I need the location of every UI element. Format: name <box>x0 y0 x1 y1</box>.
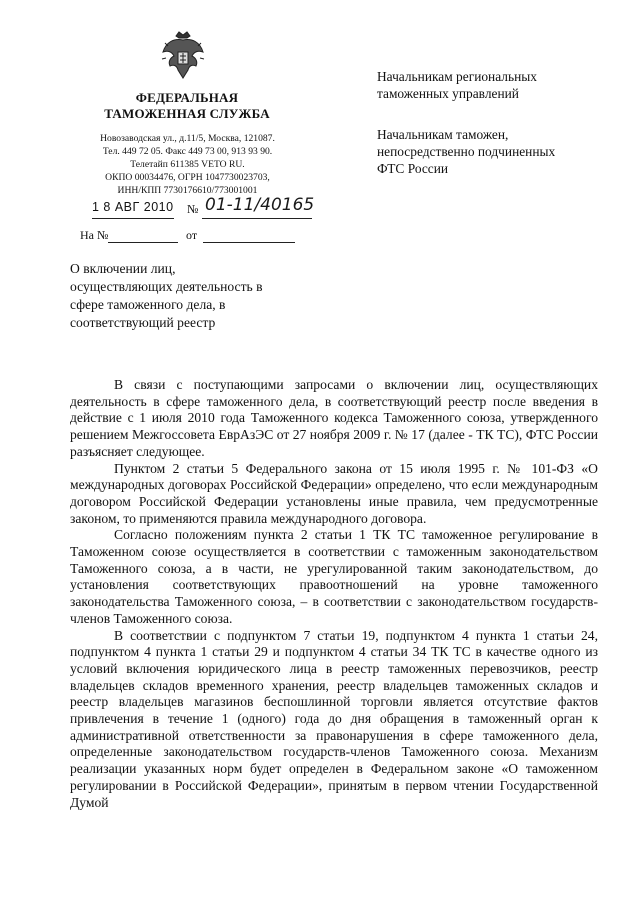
addressee-line: ФТС России <box>377 161 449 176</box>
sender-okpo: ОКПО 00034476, ОГРН 1047730023703, <box>105 172 270 183</box>
addressee-regional-departments <box>377 68 537 102</box>
sender-address: Новозаводская ул., д.11/5, Москва, 121087. <box>100 133 275 144</box>
registration-line <box>92 195 322 222</box>
sender-teletype: Телетайп 611385 VETO RU. <box>130 159 245 170</box>
addressee-line: Начальникам региональных <box>377 69 537 84</box>
body-paragraph: В соответствии с подпунктом 7 статьи 19, подпунктом 4 пункта 1 статьи 24, подпунктом 4 пункта 1 статьи 29 и подпунктом 4 статьи 34 ТК ТС в качестве одного из условий включения юридического лица в реестр таможенных перевозчиков, реестр владельцев складов временного хранения, реестр владельцев таможенных складов и реестр владельцев магазинов беспошлинной торговли является отсутствие фактов привлечения в течение 1 (одного) года до дня обращения в таможенный орган к административной ответственности за правонарушения в сфере таможенного дела, определенные законодательством государств-членов Таможенного союза. Механизм реализации указанных норм будет определен в Федеральном законе «О таможенном регулировании в Российской Федерации», принятым в первом чтении Государственной Думой <box>70 627 598 810</box>
addressee-customs-heads <box>377 126 555 177</box>
subject-line: соответствующий реестр <box>70 315 216 330</box>
registration-date: 1 8 АВГ 2010 <box>92 200 174 214</box>
sender-phone: Тел. 449 72 05. Факс 449 73 00, 913 93 90. <box>102 146 273 157</box>
org-name-line1: ФЕДЕРАЛЬНАЯ <box>135 90 239 105</box>
body-paragraph: Согласно положениям пункта 2 статьи 1 ТК ТС таможенное регулирование в Таможенном союзе осуществляется в соответствии с таможенным законодательством Таможенного союза, а в части, не урегулированной таким законодательством, до установления соответствующих правоотношений на уровне таможенного законодательства Таможенного союза, – в соответствии с законодательством государств-членов Таможенного союза. <box>70 527 598 626</box>
reference-number-label: На № <box>80 228 109 242</box>
subject-line: сфере таможенного дела, в <box>70 297 226 312</box>
subject-line: осуществляющих деятельность в <box>70 279 263 294</box>
org-name-line2: ТАМОЖЕННАЯ СЛУЖБА <box>104 106 270 121</box>
reference-from-label: от <box>186 228 198 242</box>
body-paragraph: В связи с поступающими запросами о включении лиц, осуществляющих деятельность в сфере таможенного дела, в соответствующий реестр после введения в действие с 1 июля 2010 года Таможенного кодекса Таможенного союза, утвержденного решением Межгоссовета ЕврАзЭС от 27 ноября 2009 г. № 17 (далее - ТК ТС), ФТС России разъясняет следующее. <box>70 377 598 459</box>
addressee-line: таможенных управлений <box>377 86 519 101</box>
number-sign: № <box>187 202 199 216</box>
registration-number: 01-11/40165 <box>205 195 315 215</box>
body-paragraph: Пунктом 2 статьи 5 Федерального закона от 15 июля 1995 г. № 101-ФЗ «О международных договорах Российской Федерации» определено, что если международным договором Российской Федерации установлены иные правила, чем предусмотренные законом, то применяются правила международного договора. <box>70 460 598 526</box>
coat-of-arms-emblem <box>160 30 206 82</box>
letter-subject <box>70 260 263 332</box>
addressee-line: непосредственно подчиненных <box>377 144 556 159</box>
sender-inn: ИНН/КПП 7730176610/773001001 <box>117 185 258 196</box>
letter-body <box>70 377 598 811</box>
subject-line: О включении лиц, <box>70 261 176 276</box>
addressee-line: Начальникам таможен, <box>377 127 509 142</box>
sender-requisites <box>80 132 295 197</box>
